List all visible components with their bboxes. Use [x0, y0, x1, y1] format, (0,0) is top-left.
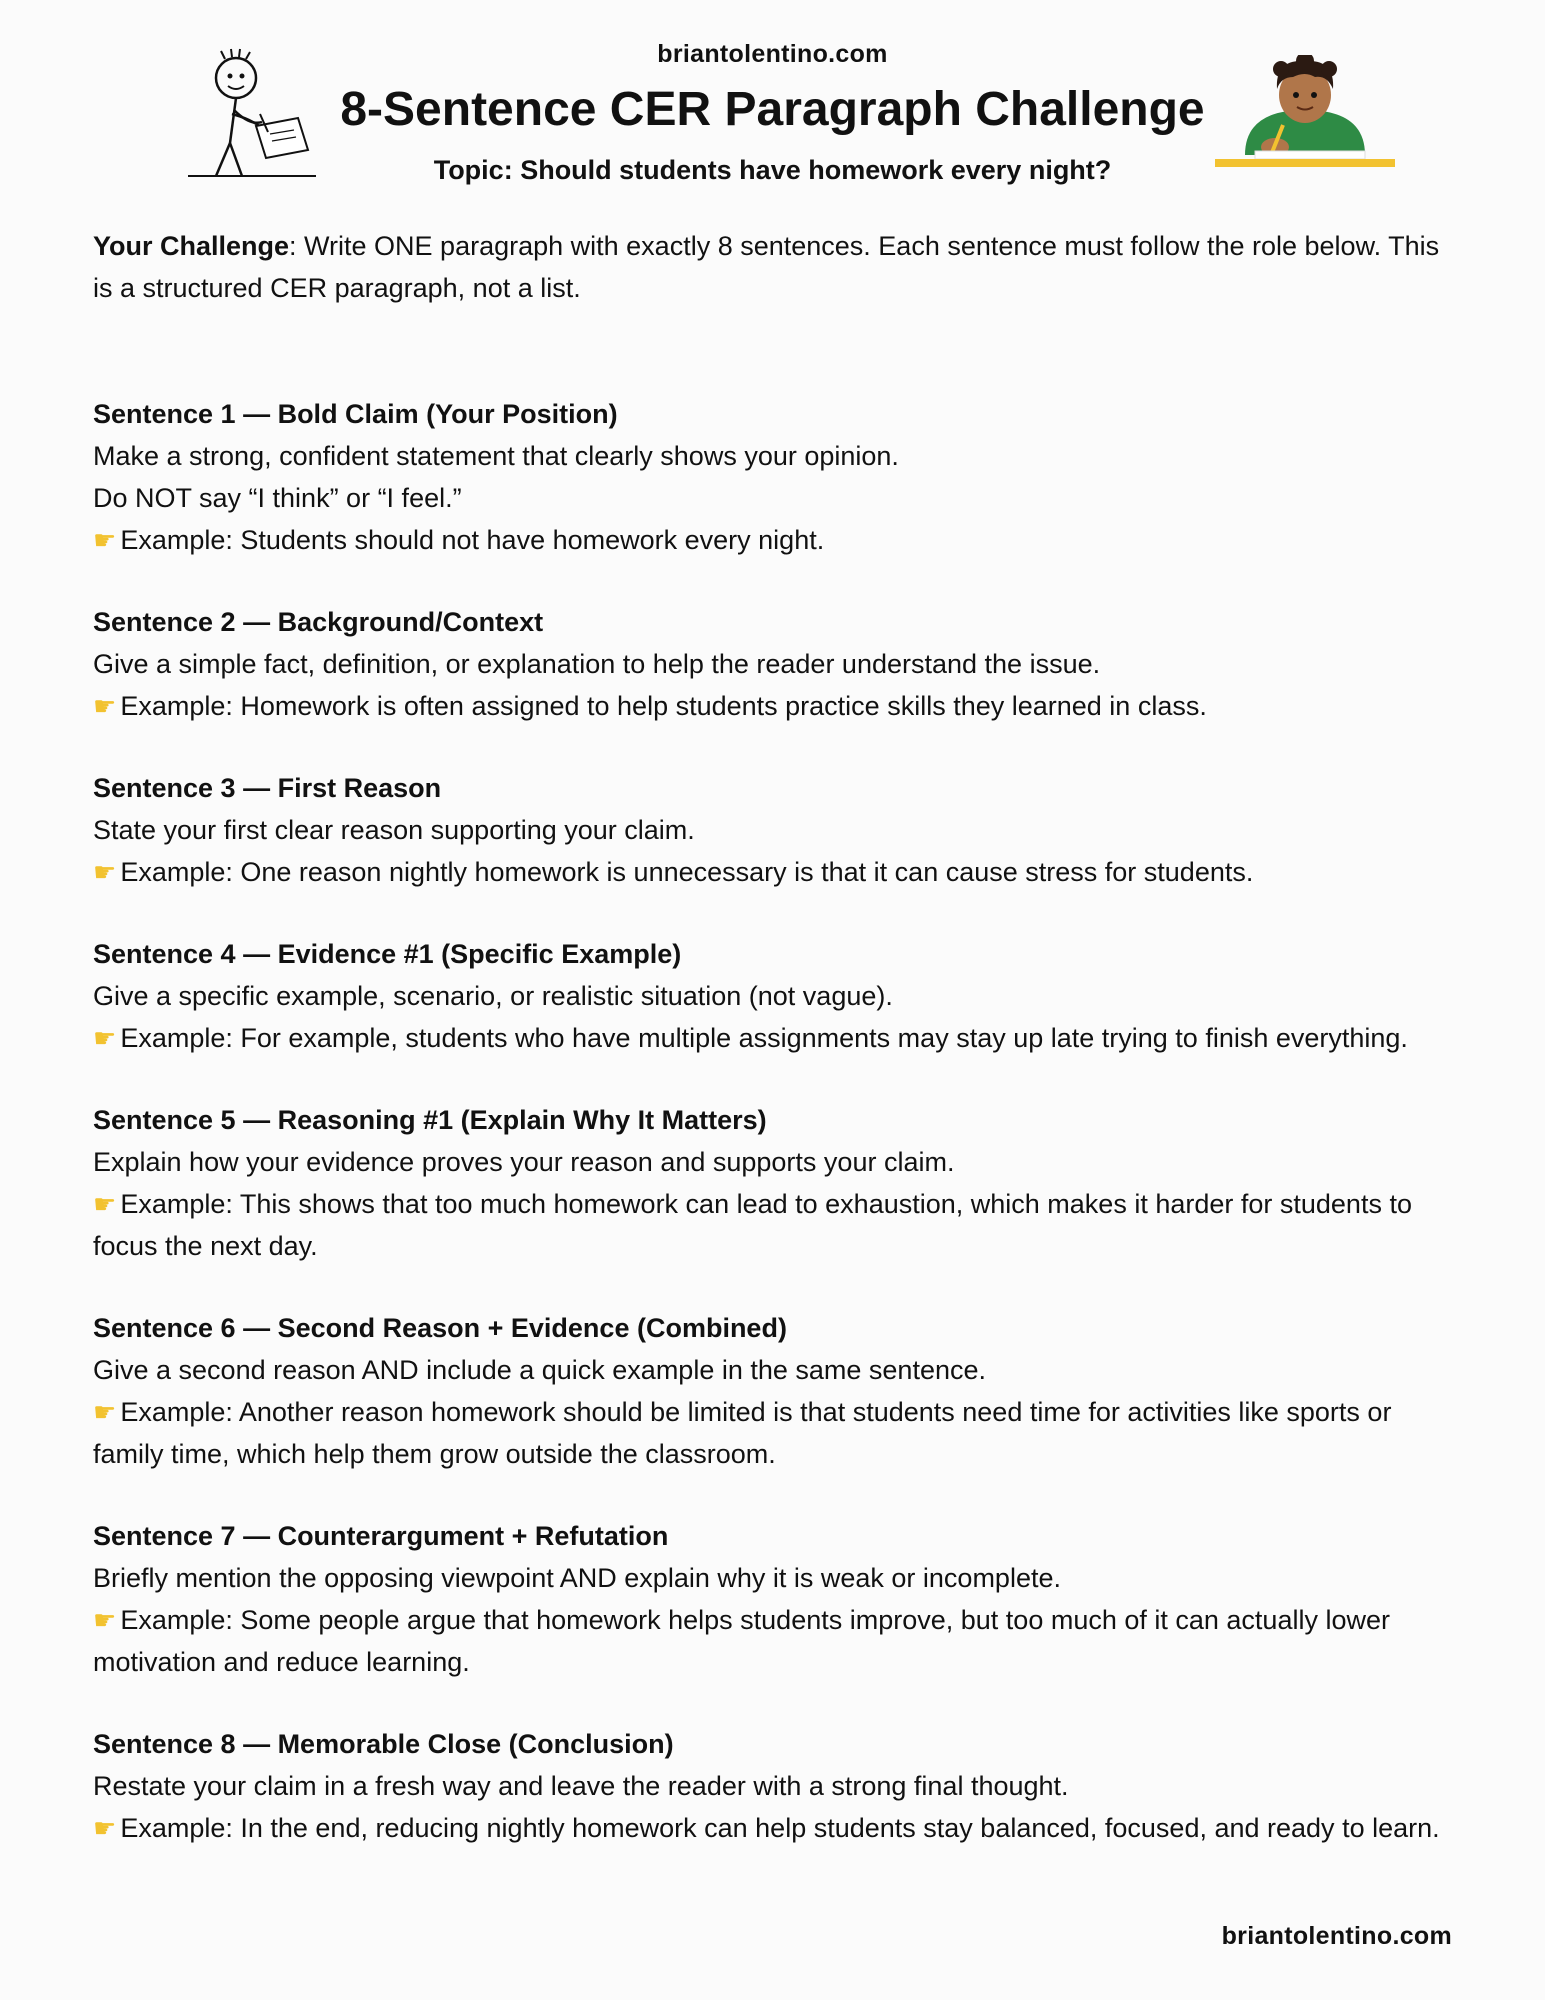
pointing-hand-icon: ☛ [93, 1813, 117, 1843]
sentence-8-example [93, 1807, 1453, 1849]
sentence-7-example [93, 1599, 1453, 1683]
sentence-7-instruction: Briefly mention the opposing viewpoint AND explain why it is weak or incomplete. [93, 1563, 1061, 1593]
pointing-hand-icon: ☛ [93, 525, 117, 555]
sentence-2-section [93, 601, 1453, 727]
sentence-1-section [93, 393, 1453, 561]
challenge-label: Your Challenge [93, 231, 290, 261]
pointing-hand-icon: ☛ [93, 1397, 117, 1427]
sentence-4-example-text: Example: For example, students who have multiple assignments may stay up late trying to finish everything. [120, 1023, 1408, 1053]
sentence-1-example [93, 519, 1453, 561]
pointing-hand-icon: ☛ [93, 1189, 117, 1219]
page-title: 8-Sentence CER Paragraph Challenge [340, 83, 1205, 136]
sentence-3-section [93, 767, 1453, 893]
sentence-8-title: Sentence 8 — Memorable Close (Conclusion) [93, 1729, 674, 1759]
sentence-5-section [93, 1099, 1453, 1267]
sentence-3-title: Sentence 3 — First Reason [93, 773, 442, 803]
sentence-6-example [93, 1391, 1453, 1475]
pointing-hand-icon: ☛ [93, 857, 117, 887]
sentence-1-title: Sentence 1 — Bold Claim (Your Position) [93, 399, 618, 429]
sentence-5-example-text: Example: This shows that too much homework can lead to exhaustion, which makes it harder for students to focus the next day. [93, 1189, 1412, 1261]
sentence-2-example-text: Example: Homework is often assigned to help students practice skills they learned in class. [120, 691, 1207, 721]
sentence-6-section [93, 1307, 1453, 1475]
sentence-1-instruction-1: Make a strong, confident statement that clearly shows your opinion. [93, 441, 899, 471]
pointing-hand-icon: ☛ [93, 1605, 117, 1635]
sentence-2-example [93, 685, 1453, 727]
sentence-5-example [93, 1183, 1453, 1267]
sentence-3-example [93, 851, 1453, 893]
sentence-8-instruction: Restate your claim in a fresh way and leave the reader with a strong final thought. [93, 1771, 1069, 1801]
worksheet-content [93, 225, 1453, 1889]
sentence-7-section [93, 1515, 1453, 1683]
site-name-bottom: briantolentino.com [1221, 1922, 1452, 1950]
student-writing-illustration [1215, 55, 1395, 170]
topic-subtitle: Topic: Should students have homework every night? [433, 155, 1112, 185]
sentence-1-instruction-2: Do NOT say “I think” or “I feel.” [93, 483, 462, 513]
sentence-2-title: Sentence 2 — Background/Context [93, 607, 544, 637]
sentence-7-example-text: Example: Some people argue that homework helps students improve, but too much of it can actually lower motivation and reduce learning. [93, 1605, 1390, 1677]
site-name-top: briantolentino.com [657, 40, 888, 68]
sentence-4-title: Sentence 4 — Evidence #1 (Specific Example) [93, 939, 682, 969]
sentence-5-instruction: Explain how your evidence proves your reason and supports your claim. [93, 1147, 955, 1177]
sentence-4-instruction: Give a specific example, scenario, or realistic situation (not vague). [93, 981, 893, 1011]
sentence-7-title: Sentence 7 — Counterargument + Refutation [93, 1521, 669, 1551]
sentence-1-example-text: Example: Students should not have homework every night. [120, 525, 825, 555]
sentence-8-example-text: Example: In the end, reducing nightly homework can help students stay balanced, focused, and ready to learn. [120, 1813, 1440, 1843]
sentence-4-example [93, 1017, 1453, 1059]
sentence-3-instruction: State your first clear reason supporting your claim. [93, 815, 695, 845]
pointing-hand-icon: ☛ [93, 691, 117, 721]
sentence-5-title: Sentence 5 — Reasoning #1 (Explain Why It Matters) [93, 1105, 767, 1135]
challenge-intro [93, 225, 1453, 309]
challenge-text: : Write ONE paragraph with exactly 8 sentences. Each sentence must follow the role below. This is a structured CER paragraph, not a list. [93, 231, 1440, 303]
pointing-hand-icon: ☛ [93, 1023, 117, 1053]
sentence-4-section [93, 933, 1453, 1059]
sentence-3-example-text: Example: One reason nightly homework is unnecessary is that it can cause stress for students. [120, 857, 1254, 887]
sentence-6-example-text: Example: Another reason homework should be limited is that students need time for activities like sports or family time, which help them grow outside the classroom. [93, 1397, 1392, 1469]
sentence-2-instruction: Give a simple fact, definition, or explanation to help the reader understand the issue. [93, 649, 1101, 679]
sentence-6-title: Sentence 6 — Second Reason + Evidence (Combined) [93, 1313, 787, 1343]
page-header [0, 0, 1545, 200]
sentence-8-section [93, 1723, 1453, 1849]
sentence-6-instruction: Give a second reason AND include a quick example in the same sentence. [93, 1355, 987, 1385]
